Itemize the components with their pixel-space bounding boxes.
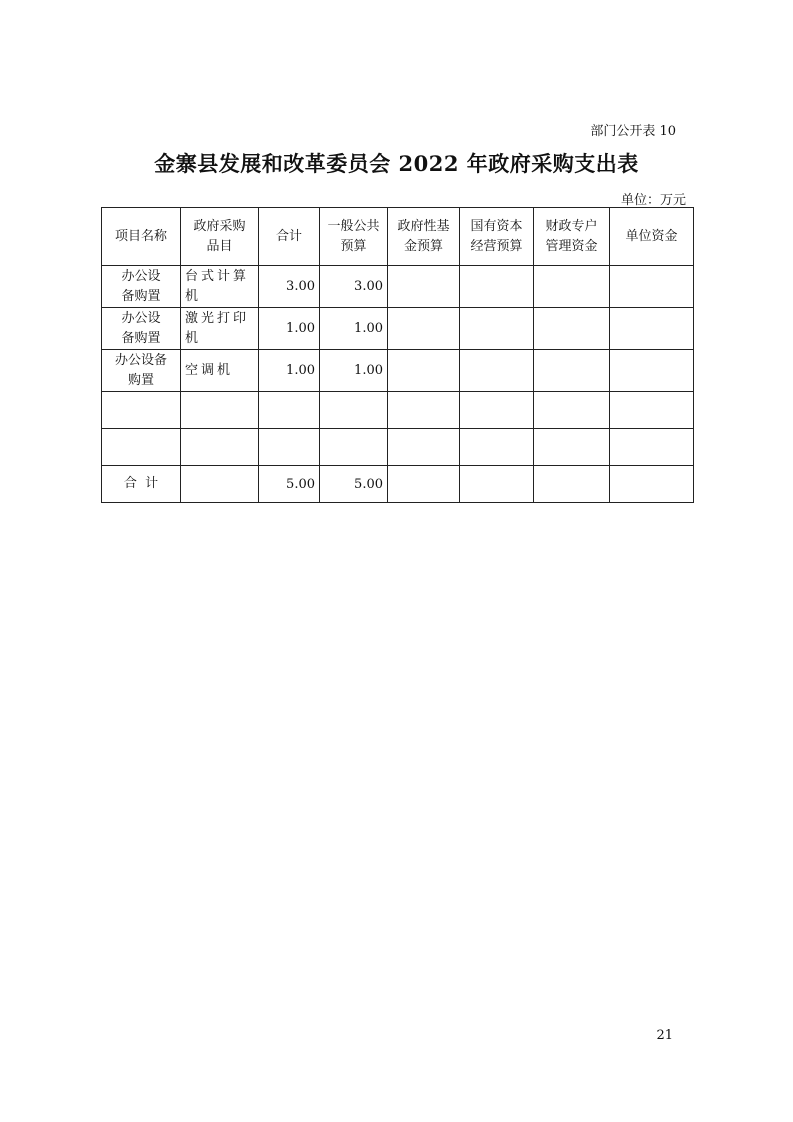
empty-cell	[181, 429, 259, 466]
column-header-unit-fund: 单位资金	[610, 208, 694, 266]
gov-fund-budget-total-cell	[388, 466, 460, 503]
empty-cell	[610, 429, 694, 466]
gov-fund-budget-cell	[388, 308, 460, 350]
unit-fund-cell	[610, 350, 694, 392]
total-cell: 1.00	[259, 350, 320, 392]
special-account-fund-cell	[534, 350, 610, 392]
empty-cell	[259, 429, 320, 466]
empty-cell	[102, 429, 181, 466]
empty-cell	[534, 392, 610, 429]
total-category-cell	[181, 466, 259, 503]
empty-cell	[102, 392, 181, 429]
table-row	[102, 308, 694, 350]
column-header-total: 合计	[259, 208, 320, 266]
empty-cell	[388, 429, 460, 466]
grand-total-cell: 5.00	[259, 466, 320, 503]
total-row	[102, 466, 694, 503]
procurement-category-cell: 空调机	[181, 350, 259, 392]
empty-cell	[534, 429, 610, 466]
special-account-fund-total-cell	[534, 466, 610, 503]
general-budget-total-cell: 5.00	[320, 466, 388, 503]
total-cell: 1.00	[259, 308, 320, 350]
column-header-project-name: 项目名称	[102, 208, 181, 266]
project-name-cell: 办公设备 购置	[102, 350, 181, 392]
empty-row	[102, 392, 694, 429]
general-budget-cell: 3.00	[320, 266, 388, 308]
column-header-gov-fund-budget: 政府性基 金预算	[388, 208, 460, 266]
general-budget-cell: 1.00	[320, 350, 388, 392]
state-capital-budget-cell	[460, 308, 534, 350]
column-header-special-account-fund: 财政专户 管理资金	[534, 208, 610, 266]
total-cell: 3.00	[259, 266, 320, 308]
state-capital-budget-cell	[460, 266, 534, 308]
empty-cell	[388, 392, 460, 429]
state-capital-budget-cell	[460, 350, 534, 392]
page-number: 21	[656, 1028, 673, 1043]
empty-cell	[320, 392, 388, 429]
gov-fund-budget-cell	[388, 266, 460, 308]
empty-row	[102, 429, 694, 466]
unit-fund-cell	[610, 266, 694, 308]
table-row	[102, 350, 694, 392]
empty-cell	[259, 392, 320, 429]
unit-fund-cell	[610, 308, 694, 350]
table-header-row	[102, 208, 694, 266]
procurement-table	[101, 207, 694, 503]
procurement-category-cell: 台式计算 机	[181, 266, 259, 308]
procurement-category-cell: 激光打印 机	[181, 308, 259, 350]
table-row	[102, 266, 694, 308]
column-header-procurement-category: 政府采购 品目	[181, 208, 259, 266]
unit-fund-total-cell	[610, 466, 694, 503]
project-name-cell: 办公设 备购置	[102, 308, 181, 350]
unit-label: 单位：万元	[620, 193, 686, 208]
special-account-fund-cell	[534, 308, 610, 350]
document-title: 金寨县发展和改革委员会 2022 年政府采购支出表	[154, 151, 639, 176]
column-header-state-capital-budget: 国有资本 经营预算	[460, 208, 534, 266]
state-capital-budget-total-cell	[460, 466, 534, 503]
general-budget-cell: 1.00	[320, 308, 388, 350]
empty-cell	[181, 392, 259, 429]
total-label: 合 计	[102, 466, 181, 503]
empty-cell	[460, 392, 534, 429]
project-name-cell: 办公设 备购置	[102, 266, 181, 308]
gov-fund-budget-cell	[388, 350, 460, 392]
empty-cell	[610, 392, 694, 429]
empty-cell	[460, 429, 534, 466]
column-header-general-budget: 一般公共 预算	[320, 208, 388, 266]
special-account-fund-cell	[534, 266, 610, 308]
table-number-label: 部门公开表 10	[590, 124, 676, 139]
empty-cell	[320, 429, 388, 466]
